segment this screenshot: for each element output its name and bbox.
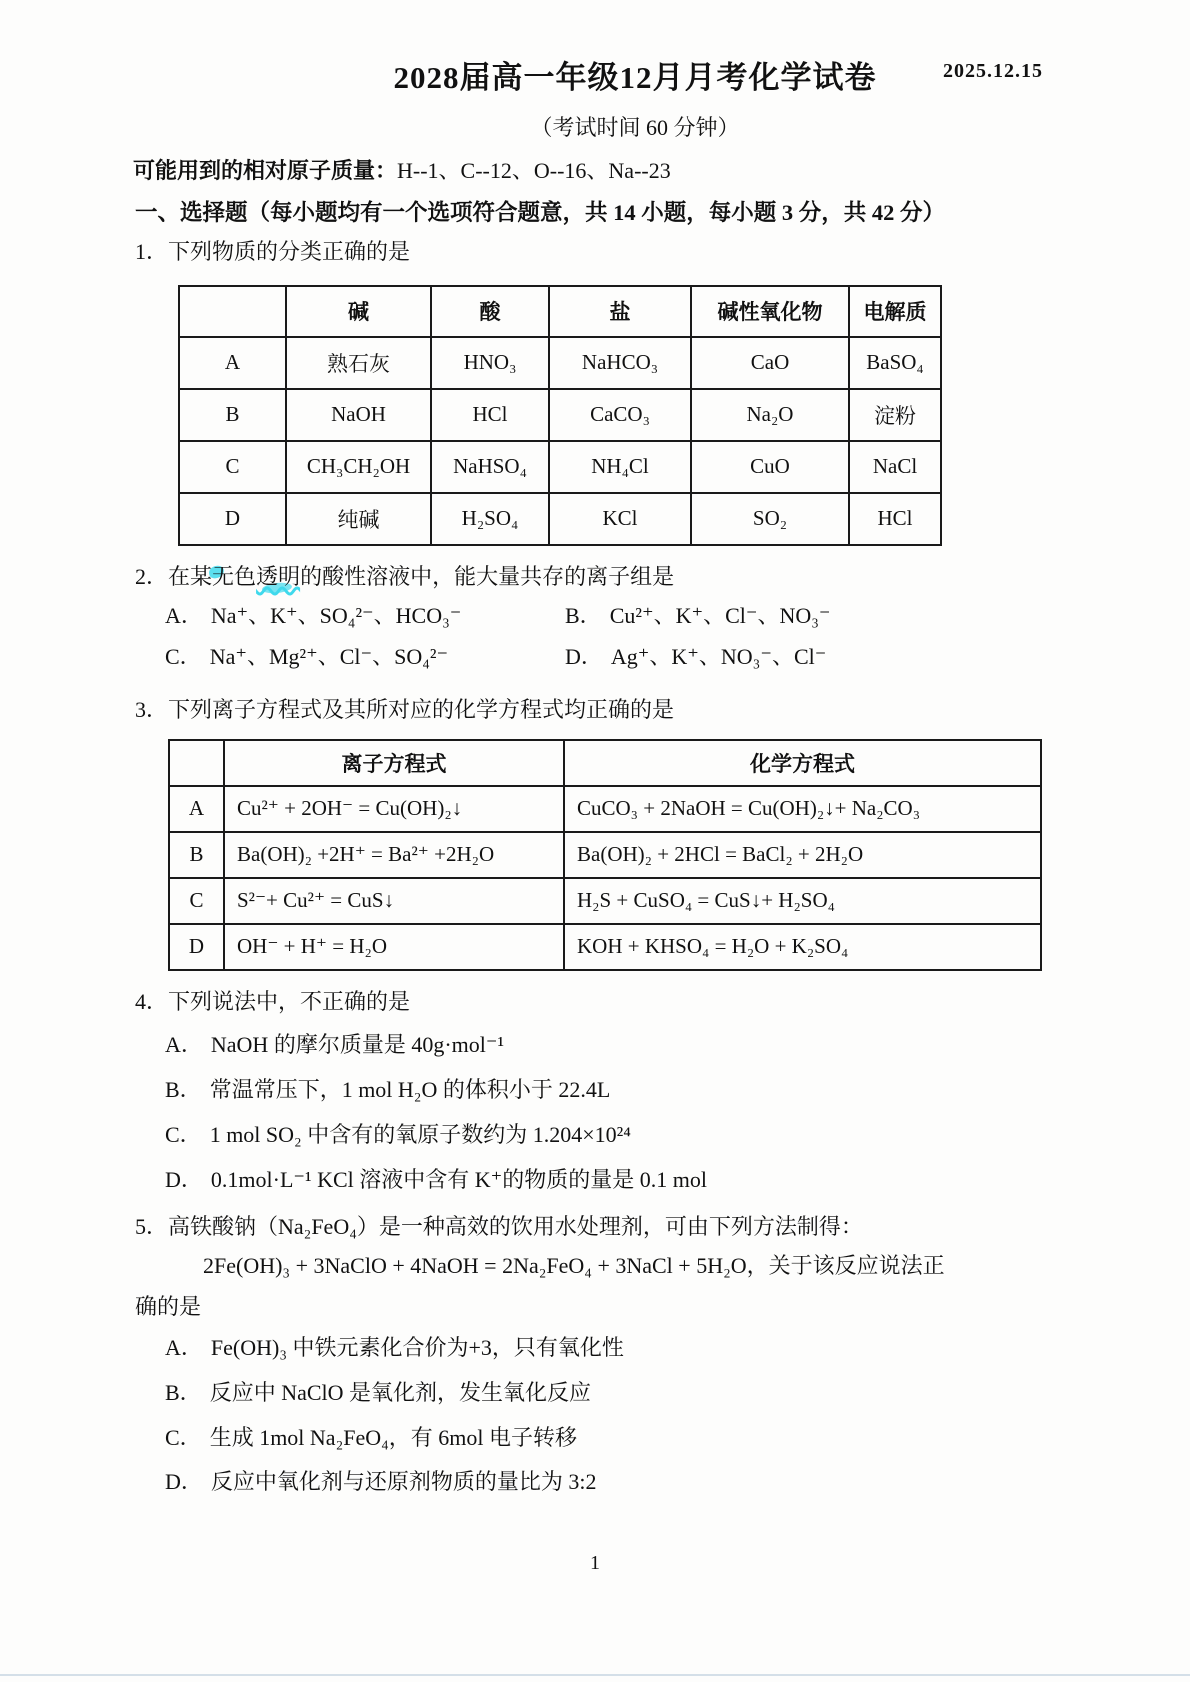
t1-header-acid: 酸 — [431, 286, 549, 337]
option-a-label: A． — [165, 1032, 203, 1058]
q2-text-highlighted-2: 透明 — [256, 563, 301, 589]
table-cell: NaOH — [286, 389, 431, 441]
table-cell: CuO — [691, 441, 849, 493]
option-b-text: 常温常压下，1 mol H₂O 的体积小于 22.4L — [209, 1077, 611, 1103]
option-c-text: 生成 1mol Na₂FeO₄，有 6mol 电子转移 — [209, 1424, 578, 1450]
t2-header-blank — [169, 740, 224, 786]
table-cell: CaCO₃ — [549, 389, 691, 441]
option-c-text: 1 mol SO₂ 中含有的氧原子数约为 1.204×10²⁴ — [209, 1121, 631, 1147]
table-cell: SO₂ — [691, 493, 849, 545]
q4-option-c — [165, 1120, 1135, 1151]
q2-number: 2． — [135, 563, 169, 589]
table-cell: 淀粉 — [849, 389, 941, 441]
question-5-text: 5．高铁酸钠（Na₂FeO₄）是一种高效的饮用水处理剂，可由下列方法制得： — [135, 1213, 863, 1239]
table-cell: CaO — [691, 337, 849, 389]
bottom-scan-line — [0, 1674, 1190, 1676]
table-cell: HCl — [431, 389, 549, 441]
table-row — [179, 337, 941, 389]
table-cell: Na₂O — [691, 389, 849, 441]
t2-row-label: A — [169, 786, 224, 832]
table-cell: KOH + KHSO₄ = H₂O + K₂SO₄ — [564, 924, 1041, 970]
table-row — [179, 286, 941, 337]
q5-option-b — [165, 1378, 1135, 1409]
q2-options-row-1 — [165, 601, 1135, 632]
option-d-label: D． — [565, 644, 603, 670]
t2-header-ionic-equation: 离子方程式 — [224, 740, 564, 786]
table-cell: HNO₃ — [431, 337, 549, 389]
t1-header-blank — [179, 286, 286, 337]
t2-row-label: B — [169, 832, 224, 878]
q4-option-a — [165, 1030, 1135, 1061]
option-d-label: D． — [165, 1166, 203, 1192]
option-d-text: Ag⁺、K⁺、NO₃⁻、Cl⁻ — [610, 644, 827, 670]
q2-text-post: 的酸性溶液中，能大量共存的离子组是 — [300, 563, 675, 589]
table-row — [169, 832, 1041, 878]
classification-table — [178, 285, 942, 546]
t1-row-label: B — [179, 389, 286, 441]
q5-option-a — [165, 1333, 1135, 1364]
table-cell: H₂S + CuSO₄ = CuS↓+ H₂SO₄ — [564, 878, 1041, 924]
option-a-label: A． — [165, 603, 203, 629]
table-cell: 纯碱 — [286, 493, 431, 545]
q4-option-d — [165, 1165, 1135, 1196]
table-cell: S²⁻+ Cu²⁺ = CuS↓ — [224, 878, 564, 924]
option-b-label: B． — [165, 1379, 202, 1405]
title-row — [135, 52, 1135, 97]
t1-header-electrolyte: 电解质 — [849, 286, 941, 337]
option-c-label: C． — [165, 1424, 202, 1450]
q4-option-b — [165, 1075, 1135, 1106]
table-cell: CH₃CH₂OH — [286, 441, 431, 493]
atomic-mass-line — [133, 154, 1135, 185]
option-a-text: Fe(OH)₃ 中铁元素化合价为+3，只有氧化性 — [210, 1335, 624, 1361]
page-number: 1 — [590, 1552, 600, 1574]
table-cell: HCl — [849, 493, 941, 545]
t1-header-base: 碱 — [286, 286, 431, 337]
q5-text-continuation: 确的是 — [135, 1294, 202, 1320]
exam-date: 2025.12.15 — [943, 60, 1043, 82]
t1-header-basic-oxide: 碱性氧化物 — [691, 286, 849, 337]
question-4-text: 4．下列说法中，不正确的是 — [135, 988, 411, 1014]
table-cell: H₂SO₄ — [431, 493, 549, 545]
table-row — [169, 878, 1041, 924]
q2-text-mid: 色 — [234, 563, 257, 589]
q2-text-pre: 在某 — [168, 563, 213, 589]
t1-row-label: D — [179, 493, 286, 545]
option-b-text: 反应中 NaClO 是氧化剂，发生氧化反应 — [209, 1379, 592, 1405]
option-a-text: NaOH 的摩尔质量是 40g·mol⁻¹ — [210, 1032, 505, 1058]
option-c-label: C． — [165, 644, 202, 670]
table-row — [169, 740, 1041, 786]
atomic-mass-values: H--1、C--12、O--16、Na--23 — [397, 158, 671, 183]
q5-option-c — [165, 1423, 1135, 1454]
table-row — [169, 924, 1041, 970]
option-b-label: B． — [165, 1077, 202, 1103]
option-a — [165, 601, 565, 632]
page-title: 2028届高一年级12月月考化学试卷 — [393, 60, 877, 95]
option-c — [165, 642, 565, 673]
question-3-text: 3．下列离子方程式及其所对应的化学方程式均正确的是 — [135, 696, 675, 722]
option-a-label: A． — [165, 1335, 203, 1361]
option-b — [565, 601, 831, 632]
table-row — [169, 786, 1041, 832]
t2-header-chemical-equation: 化学方程式 — [564, 740, 1041, 786]
option-d-text: 反应中氧化剂与还原剂物质的量比为 3:2 — [210, 1469, 597, 1495]
t1-header-salt: 盐 — [549, 286, 691, 337]
t2-row-label: C — [169, 878, 224, 924]
option-d-label: D． — [165, 1469, 203, 1495]
option-b-label: B． — [565, 603, 602, 629]
q5-equation: 2Fe(OH)₃ + 3NaClO + 4NaOH = 2Na₂FeO₄ + 3NaCl + 5H₂O，关于该反应说法正 — [203, 1253, 945, 1279]
table-cell: NaCl — [849, 441, 941, 493]
question-1-text: 1．下列物质的分类正确的是 — [135, 239, 411, 264]
q5-option-d — [165, 1467, 1135, 1498]
table-cell: Ba(OH)₂ +2H⁺ = Ba²⁺ +2H₂O — [224, 832, 564, 878]
table-cell: CuCO₃ + 2NaOH = Cu(OH)₂↓+ Na₂CO₃ — [564, 786, 1041, 832]
table-cell: Ba(OH)₂ + 2HCl = BaCl₂ + 2H₂O — [564, 832, 1041, 878]
q2-options-row-2 — [165, 642, 1135, 673]
table-cell: KCl — [549, 493, 691, 545]
q2-text-highlighted-1: 无 — [212, 563, 235, 589]
option-c-label: C． — [165, 1121, 202, 1147]
table-cell: OH⁻ + H⁺ = H₂O — [224, 924, 564, 970]
t1-row-label: A — [179, 337, 286, 389]
t1-row-label: C — [179, 441, 286, 493]
option-b-text: Cu²⁺、K⁺、Cl⁻、NO₃⁻ — [609, 603, 831, 629]
table-cell: BaSO₄ — [849, 337, 941, 389]
table-row — [179, 389, 941, 441]
equations-table — [168, 739, 1042, 971]
table-row — [179, 441, 941, 493]
atomic-mass-label: 可能用到的相对原子质量： — [133, 158, 398, 183]
table-cell: 熟石灰 — [286, 337, 431, 389]
table-cell: NaHCO₃ — [549, 337, 691, 389]
table-cell: NaHSO₄ — [431, 441, 549, 493]
question-2-text — [135, 562, 1135, 592]
table-row — [179, 493, 941, 545]
option-d — [565, 642, 826, 673]
section-heading: 一、选择题（每小题均有一个选项符合题意，共 14 小题，每小题 3 分，共 42 分） — [135, 200, 946, 225]
option-a-text: Na⁺、K⁺、SO₄²⁻、HCO₃⁻ — [210, 603, 462, 629]
option-c-text: Na⁺、Mg²⁺、Cl⁻、SO₄²⁻ — [209, 644, 449, 670]
option-d-text: 0.1mol·L⁻¹ KCl 溶液中含有 K⁺的物质的量是 0.1 mol — [210, 1166, 707, 1192]
table-cell: NH₄Cl — [549, 441, 691, 493]
table-cell: Cu²⁺ + 2OH⁻ = Cu(OH)₂↓ — [224, 786, 564, 832]
exam-duration: （考试时间 60 分钟） — [530, 115, 740, 140]
t2-row-label: D — [169, 924, 224, 970]
